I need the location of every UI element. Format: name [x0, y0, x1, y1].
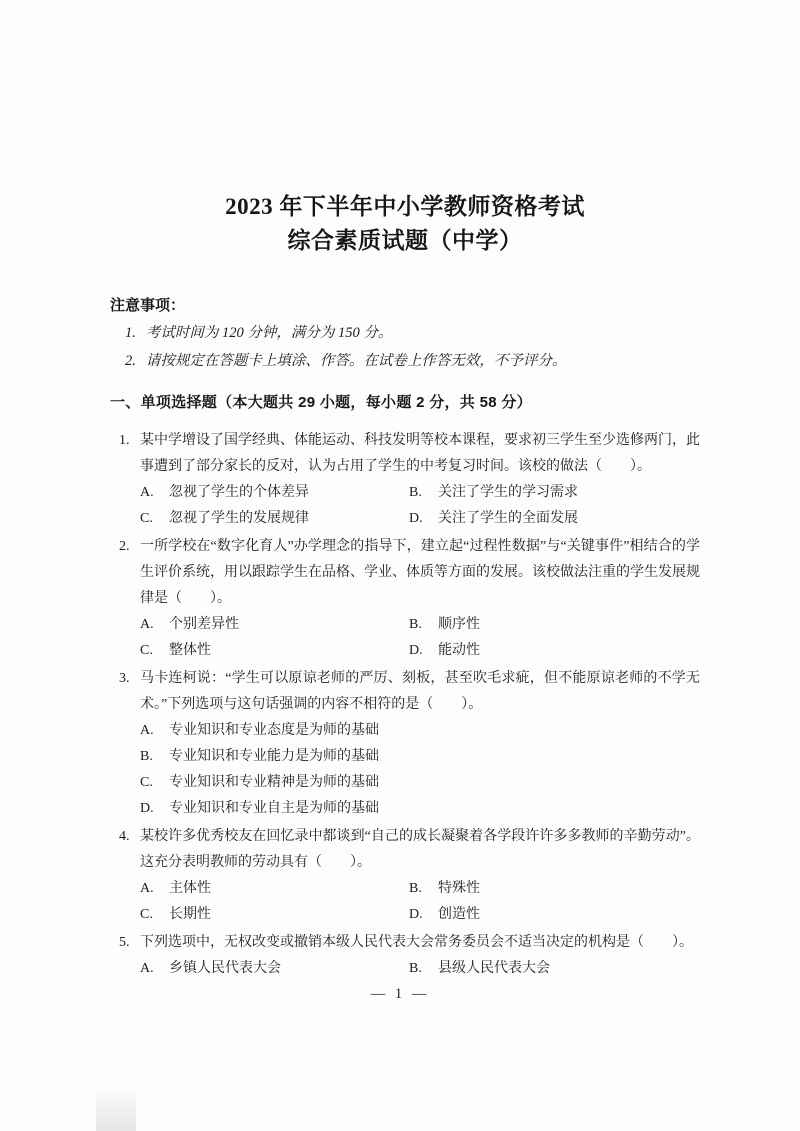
question-stem: 某校许多优秀校友在回忆录中都谈到“自己的成长凝聚着各学段许许多多教师的辛勤劳动”。这充分表明教师的劳动具有（ ）。	[140, 829, 700, 870]
option-label: D.	[140, 801, 154, 816]
option-label: B.	[409, 881, 422, 896]
question-2	[110, 534, 700, 664]
notice-item-2	[110, 347, 700, 375]
option-text: 关注了学生的学习需求	[438, 485, 578, 500]
notice-heading: 注意事项：	[110, 297, 186, 314]
option-label: C.	[140, 511, 153, 526]
question-number: 2.	[119, 539, 130, 554]
option-text: 乡镇人民代表大会	[169, 961, 281, 976]
option-d	[409, 638, 700, 664]
question-stem: 一所学校在“数字化育人”办学理念的指导下，建立起“过程性数据”与“关键事件”相结合的学生评价系统，用以跟踪学生在品格、学业、体质等方面的发展。该校做法注重的学生发展规律是（ ）。	[140, 539, 700, 606]
option-label: C.	[140, 775, 153, 790]
option-d	[140, 796, 700, 822]
option-c	[140, 770, 700, 796]
option-text: 整体性	[169, 643, 211, 658]
option-label: D.	[409, 511, 423, 526]
option-b	[140, 744, 700, 770]
option-group	[140, 612, 700, 664]
question-stem: 马卡连柯说：“学生可以原谅老师的严厉、刻板，甚至吹毛求疵，但不能原谅老师的不学无术。”下列选项与这句话强调的内容不相符的是（ ）。	[140, 671, 700, 712]
option-c	[140, 902, 409, 928]
option-d	[409, 902, 700, 928]
option-b	[409, 612, 700, 638]
option-label: B.	[409, 617, 422, 632]
option-c	[140, 638, 409, 664]
option-group	[140, 718, 700, 822]
question-number: 5.	[119, 935, 130, 950]
option-label: A.	[140, 617, 154, 632]
paper-title-line2: 综合素质试题（中学）	[287, 228, 523, 253]
option-a	[140, 480, 409, 506]
question-5	[110, 930, 700, 982]
scan-edge-shadow	[96, 1085, 136, 1131]
option-b	[409, 956, 700, 982]
option-text: 长期性	[169, 907, 211, 922]
option-text: 忽视了学生的发展规律	[169, 511, 309, 526]
option-c	[140, 506, 409, 532]
option-text: 关注了学生的全面发展	[438, 511, 578, 526]
option-a	[140, 718, 700, 744]
option-text: 专业知识和专业自主是为师的基础	[169, 801, 379, 816]
option-text: 忽视了学生的个体差异	[169, 485, 309, 500]
option-label: C.	[140, 907, 153, 922]
option-text: 能动性	[438, 643, 480, 658]
option-text: 顺序性	[438, 617, 480, 632]
option-d	[409, 506, 700, 532]
question-4	[110, 824, 700, 928]
option-label: B.	[140, 749, 153, 764]
option-label: A.	[140, 961, 154, 976]
option-group	[140, 956, 700, 982]
option-label: D.	[409, 643, 423, 658]
option-text: 个别差异性	[169, 617, 239, 632]
option-b	[409, 876, 700, 902]
notice-number: 1.	[125, 325, 136, 341]
notice-text: 请按规定在答题卡上填涂、作答。在试卷上作答无效，不予评分。	[145, 353, 567, 369]
option-a	[140, 876, 409, 902]
option-group	[140, 480, 700, 532]
question-3	[110, 666, 700, 822]
option-a	[140, 612, 409, 638]
paper-title-line1: 2023 年下半年中小学教师资格考试	[225, 194, 585, 219]
question-1	[110, 428, 700, 532]
option-text: 专业知识和专业精神是为师的基础	[169, 775, 379, 790]
question-number: 1.	[119, 433, 130, 448]
question-number: 4.	[119, 829, 130, 844]
option-a	[140, 956, 409, 982]
option-text: 专业知识和专业能力是为师的基础	[169, 749, 379, 764]
paper-title	[110, 190, 700, 258]
option-label: A.	[140, 881, 154, 896]
option-label: D.	[409, 907, 423, 922]
option-label: B.	[409, 485, 422, 500]
option-label: B.	[409, 961, 422, 976]
section-heading: 一、单项选择题（本大题共 29 小题，每小题 2 分，共 58 分）	[110, 394, 532, 411]
option-b	[409, 480, 700, 506]
option-text: 主体性	[169, 881, 211, 896]
question-list	[110, 428, 700, 982]
option-text: 特殊性	[438, 881, 480, 896]
notice-text: 考试时间为 120 分钟，满分为 150 分。	[145, 325, 393, 341]
option-text: 县级人民代表大会	[438, 961, 550, 976]
question-stem: 某中学增设了国学经典、体能运动、科技发明等校本课程，要求初三学生至少选修两门，此事遭到了部分家长的反对，认为占用了学生的中考复习时间。该校的做法（ ）。	[140, 433, 700, 474]
option-label: A.	[140, 485, 154, 500]
option-label: C.	[140, 643, 153, 658]
option-group	[140, 876, 700, 928]
option-text: 专业知识和专业态度是为师的基础	[169, 723, 379, 738]
notice-number: 2.	[125, 353, 136, 369]
page-number: — 1 —	[370, 986, 430, 1002]
question-number: 3.	[119, 671, 130, 686]
option-label: A.	[140, 723, 154, 738]
question-stem: 下列选项中，无权改变或撤销本级人民代表大会常务委员会不适当决定的机构是（ ）。	[140, 935, 693, 950]
notice-item-1	[110, 319, 700, 347]
option-text: 创造性	[438, 907, 480, 922]
